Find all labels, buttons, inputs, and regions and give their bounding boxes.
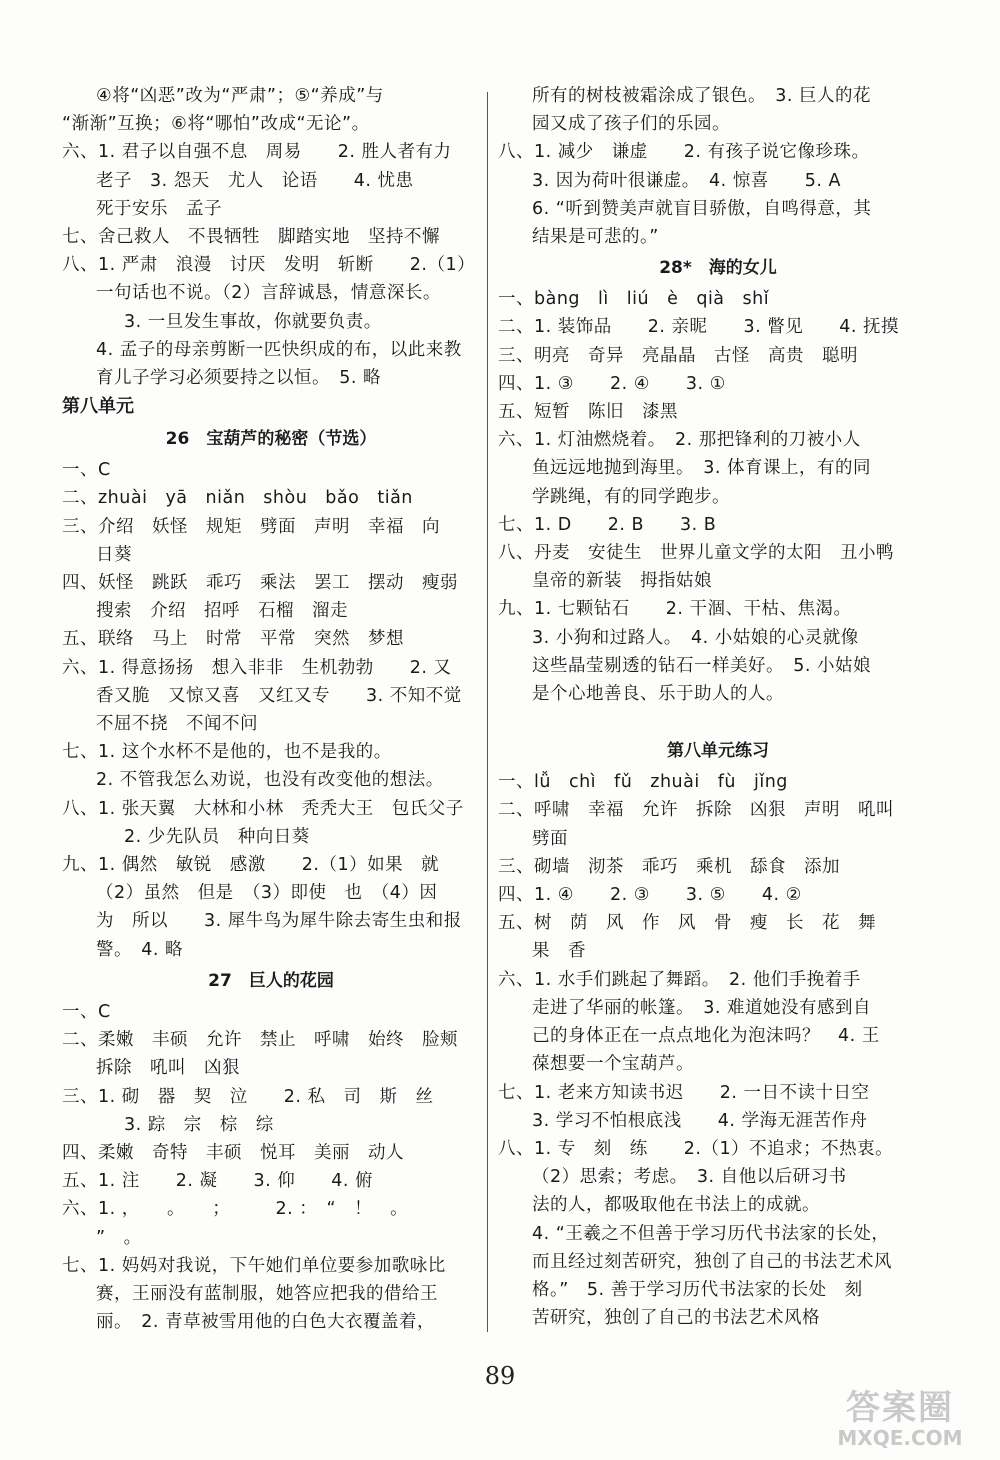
text-line: 一、lǚ chì fǔ zhuài fù jǐng [498,772,788,793]
text-line: 二、1. 装饰品 2. 亲昵 3. 瞥见 4. 抚摸 [498,317,900,338]
text-line: 五、联络 马上 时常 平常 突然 梦想 [62,629,404,650]
section-gap [498,708,938,734]
text-line: 老子 3. 怨天 尤人 论语 4. 忧患 [96,170,414,191]
text-line: 葆想要一个宝葫芦。 [532,1054,694,1075]
text-line: 劈面 [532,828,568,849]
lesson-28-title: 28* 海的女儿 [659,258,777,279]
text-line: 三、1. 砌 器 契 泣 2. 私 司 斯 丝 [62,1086,434,1107]
text-line: 果 香 [532,941,586,962]
text-line: 格。” 5. 善于学习历代书法家的长处 刻 [532,1279,863,1300]
unit-heading: 第八单元 [62,396,134,418]
text-line: 6. “听到赞美声就盲目骄傲，自鸣得意，其 [532,198,872,219]
text-line: ④将“凶恶”改为“严肃”；⑤“养成”与 [96,86,384,106]
text-line: 四、1. ④ 2. ③ 3. ⑤ 4. ② [498,885,802,906]
text-line: 八、1. 严肃 浪漫 讨厌 发明 斩断 2.（1） [62,255,476,276]
text-line: 拆除 吼叫 凶狠 [96,1058,240,1079]
text-line: 六、1. ， 。 ； 2. ： “ ！ 。 [62,1199,409,1220]
text-line: 三、介绍 妖怪 规矩 劈面 声明 幸福 向 [62,516,440,537]
text-line: 六、1. 水手们跳起了舞蹈。 2. 他们手挽着手 [498,969,861,990]
text-line: 搜索 介绍 招呼 石榴 溜走 [96,601,348,622]
text-line: 3. 踪 宗 棕 综 [124,1114,274,1135]
text-line: 四、柔嫩 奇特 丰硕 悦耳 美丽 动人 [62,1142,404,1163]
text-line: 3. 学习不怕根底浅 4. 学海无涯苦作舟 [532,1110,868,1131]
text-line: 所有的树枝被霜涂成了银色。 3. 巨人的花 [532,86,872,106]
text-line: （2）思索；考虑。 3. 自他以后研习书 [532,1167,847,1188]
text-line: 己的身体正在一点点地化为泡沫吗？ 4. 王 [532,1026,880,1047]
text-line: 3. 因为荷叶很谦虚。 4. 惊喜 5. A [532,170,841,191]
text-line: 是个心地善良、乐于助人的人。 [532,684,784,705]
text-line: 2. 少先队员 种向日葵 [124,826,310,847]
text-line: 法的人，都吸取他在书法上的成就。 [532,1195,820,1216]
text-line: 三、明亮 奇异 亮晶晶 古怪 高贵 聪明 [498,345,858,366]
text-line: 4. 孟子的母亲剪断一匹快织成的布，以此来教 [96,339,462,360]
text-line: 一、C [62,460,111,481]
text-line: 八、丹麦 安徒生 世界儿童文学的太阳 丑小鸭 [498,543,894,564]
watermark-logo [812,1380,988,1456]
text-line: 丽。 2. 青草被雪用他的白色大衣覆盖着， [96,1312,436,1333]
watermark-text: 答案圈 [846,1388,954,1428]
text-line: 日葵 [96,544,132,565]
text-line: 七、1. 这个水杯不是他的，也不是我的。 [62,742,392,763]
text-line: 4. “王羲之不但善于学习历代书法家的长处， [532,1223,890,1244]
text-line: 八、1. 张天翼 大林和小林 秃秃大王 包氏父子 [62,798,464,819]
text-line: 不屈不挠 不闻不问 [96,714,258,735]
text-line: 四、妖怪 跳跃 乖巧 乘法 罢工 摆动 瘦弱 [62,573,458,594]
text-line: 警。 4. 略 [96,939,184,960]
text-line: 七、舍己救人 不畏牺牲 脚踏实地 坚持不懈 [62,227,440,248]
text-line: 五、树 荫 风 作 风 骨 瘦 长 花 舞 [498,913,876,934]
text-line: 四、1. ③ 2. ④ 3. ① [498,373,726,394]
page-number: 89 [484,1362,516,1390]
text-line: “渐渐”互换；⑥将“哪怕”改成“无论”。 [62,114,370,135]
left-column [62,82,480,1336]
practice-title: 第八单元练习 [667,741,769,762]
text-line: 七、1. 妈妈对我说，下午她们单位要参加歌咏比 [62,1255,446,1276]
text-line: 五、1. 注 2. 凝 3. 仰 4. 俯 [62,1171,374,1192]
lesson-26-title: 26 宝葫芦的秘密（节选） [165,429,377,450]
text-line: 七、1. 老来方知读书迟 2. 一日不读十日空 [498,1082,870,1103]
text-line: 三、砌墙 沏茶 乖巧 乘机 舔食 添加 [498,856,840,877]
text-line: 二、呼啸 幸福 允许 拆除 凶狠 声明 吼叫 [498,800,894,821]
text-line: 六、1. 君子以自强不息 周易 2. 胜人者有力 [62,142,452,163]
text-line: ” 。 [96,1227,142,1248]
text-line: 八、1. 减少 谦虚 2. 有孩子说它像珍珠。 [498,142,870,163]
text-line: 3. 一旦发生事故，你就要负责。 [124,311,382,332]
text-line: （2）虽然 但是 （3）即使 也 （4）因 [96,883,438,904]
text-line: 五、短暂 陈旧 漆黑 [498,402,678,423]
text-line: 二、zhuài yā niǎn shòu bǎo tiǎn [62,488,413,509]
text-line: 六、1. 得意扬扬 想入非非 生机勃勃 2. 又 [62,657,452,678]
text-line: 结果是可悲的。” [532,227,659,248]
text-line: 一、bàng lì liú è qià shǐ [498,289,770,310]
text-line: 一、C [62,1001,111,1022]
text-line: 苦研究，独创了自己的书法艺术风格 [532,1308,820,1329]
text-line: 六、1. 灯油燃烧着。 2. 那把锋利的刀被小人 [498,430,861,451]
lesson-27-title: 27 巨人的花园 [208,970,334,991]
text-line: 鱼远远地抛到海里。 3. 体育课上，有的同 [532,458,872,479]
text-line: 香又脆 又惊又喜 又红又专 3. 不知不觉 [96,685,462,706]
text-line: 这些晶莹剔透的钻石一样美好。 5. 小姑娘 [532,655,872,676]
text-line: 九、1. 七颗钻石 2. 干涸、干枯、焦渴。 [498,599,852,620]
text-line: 赛，王丽没有蓝制服，她答应把我的借给王 [96,1283,438,1304]
text-line: 死于安乐 孟子 [96,198,222,219]
text-line: 为 所以 3. 犀牛鸟为犀牛除去寄生虫和报 [96,911,462,932]
text-line: 2. 不管我怎么劝说，也没有改变他的想法。 [96,770,444,791]
text-line: 八、1. 专 刻 练 2.（1）不追求；不热衷。 [498,1138,894,1159]
text-line: 3. 小狗和过路人。 4. 小姑娘的心灵就像 [532,627,859,648]
column-divider [487,92,488,1332]
text-line: 走进了华丽的帐篷。 3. 难道她没有感到自 [532,997,872,1018]
text-line: 七、1. D 2. B 3. B [498,514,717,535]
text-line: 二、柔嫩 丰硕 允许 禁止 呼啸 始终 脸颊 [62,1030,458,1051]
text-line: 育儿子学习必须要持之以恒。 5. 略 [96,368,382,389]
text-line: 园又成了孩子们的乐园。 [532,114,730,135]
text-line: 学跳绳，有的同学跑步。 [532,486,730,507]
text-line: 皇帝的新装 拇指姑娘 [532,571,712,592]
text-line: 而且经过刻苦研究，独创了自己的书法艺术风 [532,1251,892,1272]
text-line: 九、1. 偶然 敏锐 感激 2.（1）如果 就 [62,855,440,876]
text-line: 一句话也不说。（2）言辞诚恳，情意深长。 [96,283,441,304]
watermark-url: MXQE.COM [837,1426,963,1450]
right-column [498,82,938,1332]
